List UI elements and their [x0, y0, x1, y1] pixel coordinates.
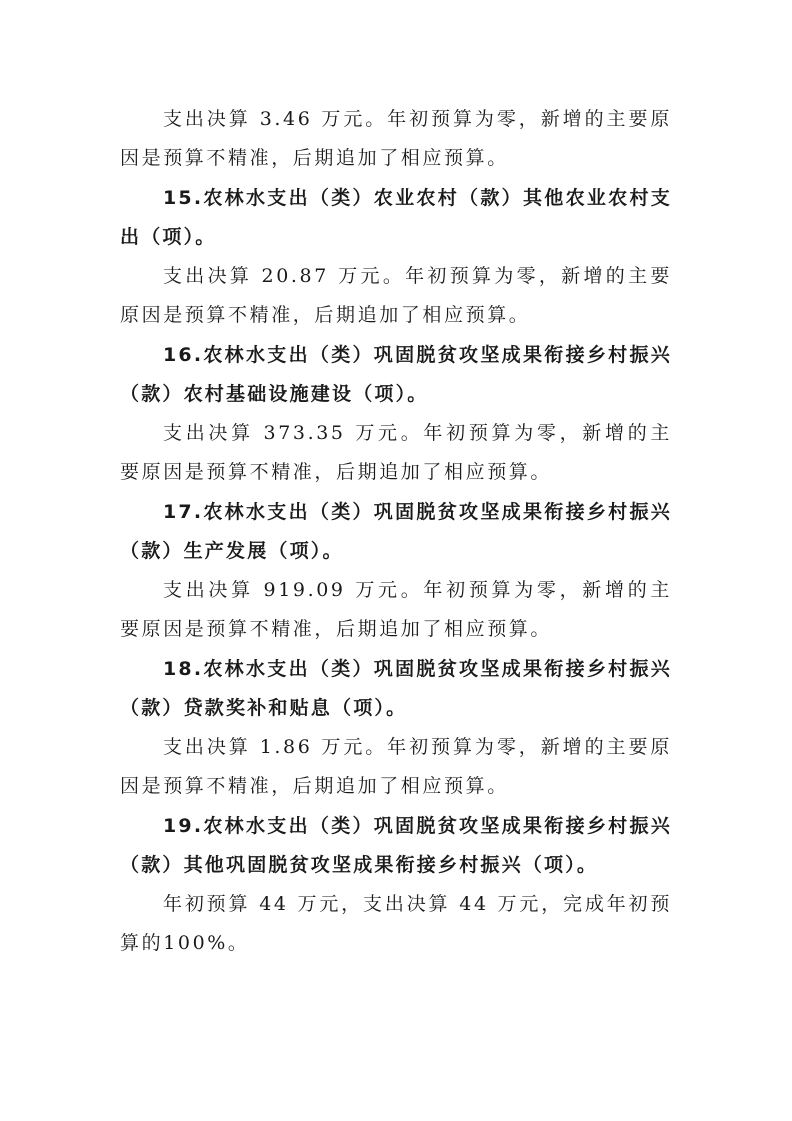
- body-paragraph: 支出决算 373.35 万元。年初预算为零，新增的主要原因是预算不精准，后期追加了相应预算。: [120, 422, 672, 483]
- body-paragraph: 年初预算 44 万元，支出决算 44 万元，完成年初预算的100%。: [120, 893, 672, 954]
- body-paragraph: 支出决算 919.09 万元。年初预算为零，新增的主要原因是预算不精准，后期追加了相应预算。: [120, 579, 672, 640]
- section-heading: 19.农林水支出（类）巩固脱贫攻坚成果衔接乡村振兴（款）其他巩固脱贫攻坚成果衔接乡村振兴（项）。: [120, 815, 672, 876]
- section-heading: 15.农林水支出（类）农业农村（款）其他农业农村支出（项）。: [120, 187, 672, 248]
- body-paragraph: 支出决算 1.86 万元。年初预算为零，新增的主要原因是预算不精准，后期追加了相应预算。: [120, 736, 672, 797]
- body-paragraph: 支出决算 3.46 万元。年初预算为零，新增的主要原因是预算不精准，后期追加了相应预算。: [120, 108, 672, 169]
- body-paragraph: 支出决算 20.87 万元。年初预算为零，新增的主要原因是预算不精准，后期追加了相应预算。: [120, 265, 672, 326]
- section-heading: 17.农林水支出（类）巩固脱贫攻坚成果衔接乡村振兴（款）生产发展（项）。: [120, 501, 672, 562]
- section-heading: 18.农林水支出（类）巩固脱贫攻坚成果衔接乡村振兴（款）贷款奖补和贴息（项）。: [120, 658, 672, 719]
- document-page: [120, 100, 672, 963]
- section-heading: 16.农林水支出（类）巩固脱贫攻坚成果衔接乡村振兴（款）农村基础设施建设（项）。: [120, 344, 672, 405]
